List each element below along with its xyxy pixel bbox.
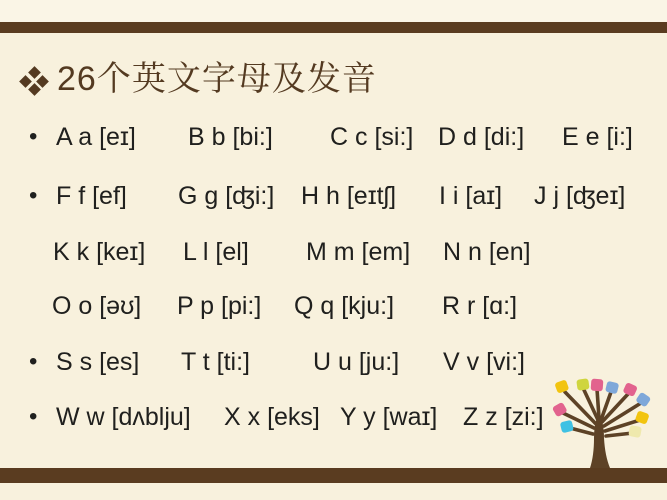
letter-row [0,179,667,213]
letter-entry: Y y [waɪ] [340,403,438,431]
letter-entry: T t [ti:] [181,348,250,376]
letter-row [0,345,667,379]
list-bullet-dot: • [29,123,38,150]
letter-entry: P p [pi:] [177,292,262,320]
tree-decoration-icon [548,376,667,468]
tree-leaf [560,420,574,434]
letter-entry: U u [ju:] [313,348,400,376]
letter-entry: Z z [zi:] [463,403,544,431]
letter-entry: X x [eks] [224,403,320,431]
letter-entry: C c [si:] [330,123,414,151]
letter-entry: N n [en] [443,238,531,266]
letter-entry: Q q [kju:] [294,292,395,320]
letter-row [0,120,667,154]
letter-entry: M m [em] [306,238,411,266]
letter-entry: V v [vi:] [443,348,525,376]
tree-leaf [576,378,589,391]
slide-title: 26个英文字母及发音 [57,60,377,98]
letter-row [0,289,667,323]
letter-entry: K k [keɪ] [53,238,146,266]
letter-entry: F f [ef] [56,182,127,210]
list-bullet-dot: • [29,182,38,209]
letter-entry: G g [ʤi:] [178,182,275,210]
letter-entry: W w [dʌblju] [56,403,191,431]
letter-entry: R r [ɑ:] [442,292,518,320]
letter-row [0,235,667,269]
letter-entry: J j [ʤeɪ] [534,182,626,210]
list-bullet-dot: • [29,348,38,375]
letter-entry: B b [bi:] [188,123,273,151]
letter-entry: O o [əʊ] [52,292,142,320]
letter-entry: D d [di:] [438,123,525,151]
letter-entry: A a [eɪ] [56,123,136,151]
tree-leaf [605,381,619,395]
letter-entry: I i [aɪ] [439,182,503,210]
letter-entry: L l [el] [183,238,249,266]
letter-entry: S s [es] [56,348,140,376]
letter-entry: E e [i:] [562,123,633,151]
tree-leaf [628,425,642,438]
list-bullet-dot: • [29,403,38,430]
letter-entry: H h [eɪtʃ] [301,182,397,210]
bottom-ground-bar [0,468,667,483]
tree-leaf [591,379,604,392]
tree-leaf [622,382,637,397]
